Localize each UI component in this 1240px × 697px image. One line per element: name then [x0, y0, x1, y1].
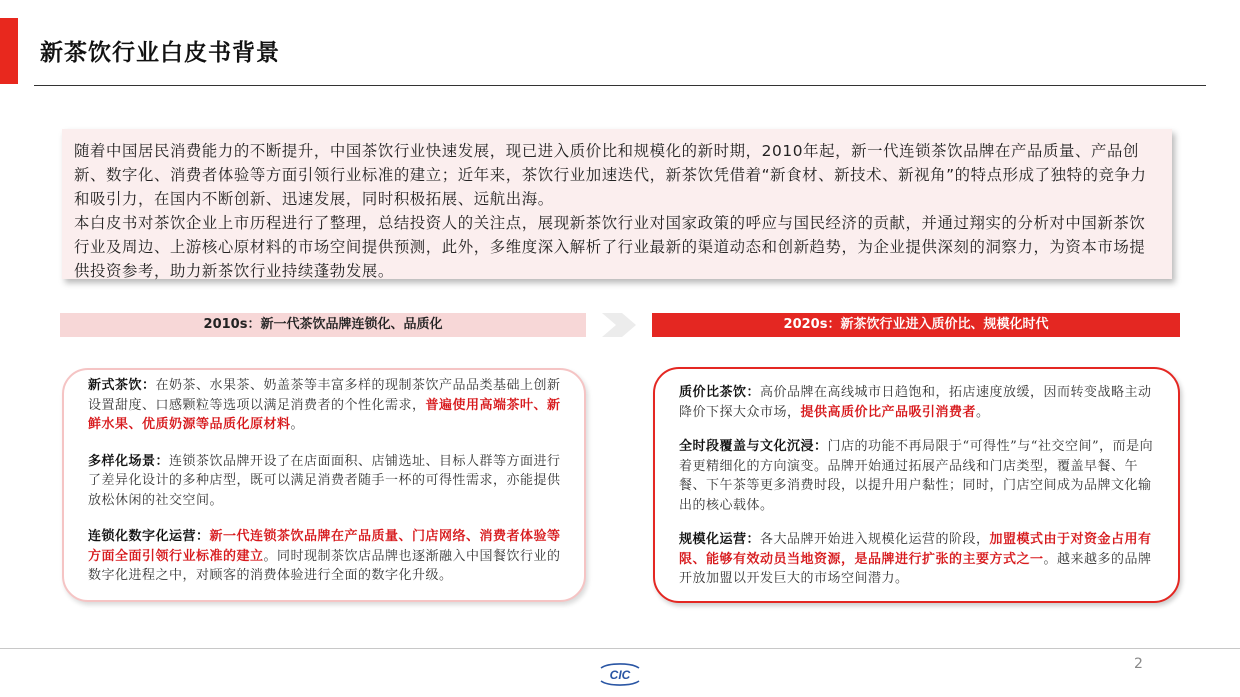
item-highlight: 提供高质价比产品吸引消费者	[800, 404, 977, 420]
intro-box	[62, 129, 1172, 279]
item-text: 各大品牌开始进入规模化运营的阶段，	[760, 532, 990, 547]
intro-paragraph-2: 本白皮书对茶饮企业上市历程进行了整理，总结投资人的关注点，展现新茶饮行业对国家政策的呼应与国民经济的贡献，并通过翔实的分析对中国新茶饮行业及周边、上游核心原材料的市场空间提供预测，此外，多维度深入解析了行业最新的渠道动态和创新趋势，为企业提供深刻的洞察力，为资本市场提供投资参考，助力新茶饮行业持续蓬勃发展。	[74, 214, 1146, 280]
chevron-right-icon	[602, 313, 636, 337]
page-title: 新茶饮行业白皮书背景	[40, 39, 280, 66]
item-text: 。同时现制茶饮店品牌也逐渐融入中国餐饮行业的数字化进程之中，对顾客的消费体验进行全面的数字化升级。	[88, 548, 561, 583]
item-text: 连锁茶饮品牌开设了在店面面积、店铺选址、目标人群等方面进行了差异化设计的多种店型，既可以满足消费者随手一杯的可得性需求，亦能提供放松休闲的社交空间。	[88, 453, 561, 508]
item-chain-digital-ops	[88, 527, 562, 586]
title-divider	[34, 85, 1206, 86]
item-highlight: 加盟模式由于对资金占用有限、能够有效动员当地资源，是品牌进行扩张的主要方式之一	[679, 532, 1152, 567]
item-all-day-culture	[679, 437, 1156, 515]
page-number: 2	[1134, 656, 1143, 672]
item-tail: 。	[976, 404, 990, 420]
item-text: 在奶茶、水果茶、奶盖茶等丰富多样的现制茶饮产品品类基础上创新设置甜度、口感颗粒等选项以满足消费者的个性化需求，	[88, 378, 561, 413]
era-2010s-header: 2010s：新一代茶饮品牌连锁化、品质化	[60, 313, 586, 337]
item-scaled-ops	[679, 530, 1156, 589]
item-tail: 。越来越多的品牌开放加盟以开发巨大的市场空间潜力。	[679, 551, 1152, 586]
item-label: 新式茶饮：	[88, 378, 156, 393]
era-2010s-box	[62, 368, 586, 602]
item-highlight: 新一代连锁茶饮品牌在产品质量、门店网络、消费者体验等方面全面引领行业标准的建立	[88, 529, 561, 564]
item-label: 规模化运营：	[679, 532, 761, 547]
item-label: 质价比茶饮：	[679, 385, 761, 400]
item-value-tea	[679, 383, 1156, 422]
title-accent-bar	[0, 18, 18, 84]
item-new-style-tea	[88, 376, 562, 435]
item-highlight: 普遍使用高端茶叶、新鲜水果、优质奶源等品质化原材料	[88, 397, 561, 432]
item-text: 门店的功能不再局限于“可得性”与“社交空间”，而是向着更精细化的方向演变。品牌开始通过拓展产品线和门店类型，覆盖早餐、午餐、下午茶等更多消费时段，以提升用户黏性；同时，门店空间成为品牌文化输出的核心载体。	[679, 439, 1154, 513]
item-label: 多样化场景：	[88, 453, 170, 469]
item-label: 全时段覆盖与文化沉浸：	[679, 439, 828, 454]
item-diverse-scenarios	[88, 452, 562, 511]
item-label: 连锁化数字化运营：	[88, 529, 210, 544]
logo-text: CIC	[609, 668, 631, 682]
item-tail: 。	[290, 417, 305, 432]
footer-divider	[0, 648, 1240, 649]
era-2020s-box	[653, 367, 1180, 603]
item-text: 高价品牌在高线城市日趋饱和，拓店速度放缓，因而转变战略主动降价下探大众市场，	[679, 385, 1152, 420]
cic-logo	[596, 660, 644, 688]
intro-paragraph-1: 随着中国居民消费能力的不断提升，中国茶饮行业快速发展，现已进入质价比和规模化的新时期，2010年起，新一代连锁茶饮品牌在产品质量、产品创新、数字化、消费者体验等方面引领行业标准的建立；近年来，茶饮行业加速迭代，新茶饮凭借着“新食材、新技术、新视角”的特点形成了独特的竞争力和吸引力，在国内不断创新、迅速发展，同时积极拓展、远航出海。	[74, 142, 1147, 208]
era-2020s-header: 2020s：新茶饮行业进入质价比、规模化时代	[652, 313, 1180, 337]
